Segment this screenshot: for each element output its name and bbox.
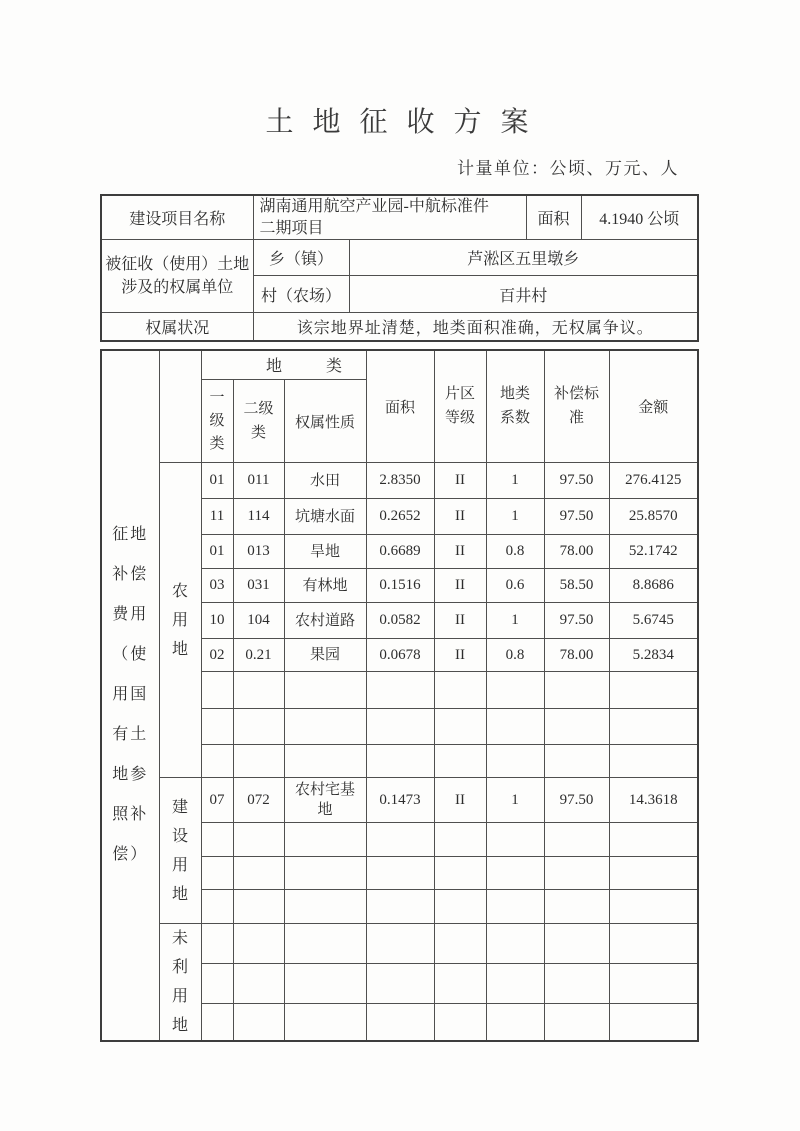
cell-area: 0.6689 [366,535,434,569]
cell-amount: 5.6745 [609,603,698,639]
area-value-cell: 4.1940 公顷 [581,195,698,240]
empty-cell [434,823,486,857]
empty-cell [434,745,486,778]
empty-cell [609,823,698,857]
empty-cell [284,890,366,924]
cell-coeff: 1 [486,499,544,535]
project-name-text: 湖南通用航空产业园-中航标准件二期项目 [259,198,489,237]
cell-coeff: 1 [486,778,544,823]
left-category-header: 征地补偿费用（使用国有土地参照补偿） [101,350,159,1042]
empty-cell [366,709,434,745]
cell-standard: 97.50 [544,463,609,499]
empty-cell [233,709,284,745]
empty-cell [544,890,609,924]
cell-area: 0.1473 [366,778,434,823]
cell-name: 坑塘水面 [284,499,366,535]
cell-zone: II [434,535,486,569]
project-label-cell: 建设项目名称 [101,195,253,240]
cell-l2: 072 [233,778,284,823]
cell-zone: II [434,499,486,535]
empty-cell [486,963,544,1004]
empty-cell [284,823,366,857]
cell-l1: 01 [201,463,233,499]
empty-cell [434,672,486,709]
cell-area: 0.2652 [366,499,434,535]
empty-cell [486,672,544,709]
empty-cell [486,745,544,778]
info-table [100,194,699,342]
empty-cell [609,672,698,709]
empty-cell [201,823,233,857]
empty-cell [201,1004,233,1041]
project-name-cell [253,195,526,240]
cell-standard: 58.50 [544,569,609,603]
empty-cell [366,890,434,924]
section-header-spacer [159,350,201,463]
comp-standard-header: 补偿标准 [544,350,609,463]
cell-name: 有林地 [284,569,366,603]
empty-cell [434,709,486,745]
page-title: 土 地 征 收 方 案 [265,107,535,138]
empty-cell [434,857,486,890]
empty-cell [233,745,284,778]
empty-cell [544,709,609,745]
empty-cell [233,963,284,1004]
cell-zone: II [434,603,486,639]
cell-l1: 07 [201,778,233,823]
cell-l2: 031 [233,569,284,603]
cell-zone: II [434,569,486,603]
empty-cell [201,672,233,709]
township-value-cell: 芦淞区五里墩乡 [349,240,698,276]
empty-cell [609,963,698,1004]
compensation-table [100,349,699,1043]
empty-cell [609,890,698,924]
empty-cell [366,672,434,709]
cell-area: 0.1516 [366,569,434,603]
empty-cell [284,745,366,778]
cell-name: 农村宅基地 [284,778,366,823]
cell-area: 2.8350 [366,463,434,499]
area-label-cell: 面积 [526,195,581,240]
cell-l2: 104 [233,603,284,639]
cell-zone: II [434,463,486,499]
cell-l1: 02 [201,639,233,672]
tenure-label-cell: 权属状况 [101,313,253,341]
level2-header: 二级类 [233,380,284,463]
empty-cell [434,924,486,964]
cell-amount: 8.8686 [609,569,698,603]
cell-zone: II [434,778,486,823]
empty-cell [544,857,609,890]
cell-standard: 97.50 [544,778,609,823]
empty-cell [544,745,609,778]
cell-name: 水田 [284,463,366,499]
empty-cell [434,963,486,1004]
cell-amount: 14.3618 [609,778,698,823]
empty-cell [233,1004,284,1041]
cell-amount: 276.4125 [609,463,698,499]
cell-l1: 11 [201,499,233,535]
ownership-header: 权属性质 [284,380,366,463]
empty-cell [609,1004,698,1041]
empty-cell [544,963,609,1004]
empty-cell [233,672,284,709]
cell-standard: 78.00 [544,535,609,569]
section-construction-label: 建设用地 [159,778,201,924]
empty-cell [233,924,284,964]
empty-cell [544,823,609,857]
cell-standard: 97.50 [544,603,609,639]
empty-cell [201,745,233,778]
cell-l2: 011 [233,463,284,499]
cell-coeff: 0.8 [486,639,544,672]
empty-cell [284,857,366,890]
cell-l1: 01 [201,535,233,569]
empty-cell [366,745,434,778]
empty-cell [284,924,366,964]
cell-coeff: 0.6 [486,569,544,603]
document-content [100,154,697,1042]
cell-area: 0.0678 [366,639,434,672]
empty-cell [201,963,233,1004]
empty-cell [486,709,544,745]
empty-cell [366,924,434,964]
empty-cell [284,963,366,1004]
empty-cell [233,890,284,924]
land-class-header: 地 类 [201,350,366,380]
cell-area: 0.0582 [366,603,434,639]
empty-cell [486,823,544,857]
tenure-value-cell: 该宗地界址清楚，地类面积准确，无权属争议。 [253,313,698,341]
cell-zone: II [434,639,486,672]
empty-cell [233,823,284,857]
cell-name: 旱地 [284,535,366,569]
section-unused-label: 未利用地 [159,924,201,1042]
empty-cell [486,857,544,890]
township-label-cell: 乡（镇） [253,240,349,276]
empty-cell [366,1004,434,1041]
amount-header: 金额 [609,350,698,463]
empty-cell [609,857,698,890]
empty-cell [284,709,366,745]
empty-cell [434,890,486,924]
empty-cell [366,823,434,857]
cell-standard: 97.50 [544,499,609,535]
empty-cell [366,857,434,890]
unit-note: 计量单位：公顷、万元、人 [457,159,679,178]
cell-l1: 10 [201,603,233,639]
cell-coeff: 1 [486,603,544,639]
cell-l1: 03 [201,569,233,603]
cell-l2: 0.21 [233,639,284,672]
cell-amount: 25.8570 [609,499,698,535]
cell-coeff: 0.8 [486,535,544,569]
cell-l2: 013 [233,535,284,569]
cell-amount: 52.1742 [609,535,698,569]
empty-cell [201,857,233,890]
cell-standard: 78.00 [544,639,609,672]
level1-header: 一级类 [201,380,233,463]
empty-cell [201,709,233,745]
class-coeff-header: 地类系数 [486,350,544,463]
section-agri-label: 农用地 [159,463,201,778]
empty-cell [434,1004,486,1041]
zone-grade-header: 片区等级 [434,350,486,463]
empty-cell [609,745,698,778]
empty-cell [201,890,233,924]
ownership-label-cell: 被征收（使用）土地涉及的权属单位 [101,240,253,313]
village-value-cell: 百井村 [349,276,698,313]
empty-cell [609,924,698,964]
cell-name: 果园 [284,639,366,672]
empty-cell [544,924,609,964]
empty-cell [609,709,698,745]
empty-cell [366,963,434,1004]
empty-cell [486,890,544,924]
area-header: 面积 [366,350,434,463]
empty-cell [486,924,544,964]
empty-cell [233,857,284,890]
cell-l2: 114 [233,499,284,535]
empty-cell [284,672,366,709]
cell-name: 农村道路 [284,603,366,639]
empty-cell [284,1004,366,1041]
cell-coeff: 1 [486,463,544,499]
village-label-cell: 村（农场） [253,276,349,313]
cell-amount: 5.2834 [609,639,698,672]
empty-cell [544,1004,609,1041]
empty-cell [544,672,609,709]
empty-cell [486,1004,544,1041]
empty-cell [201,924,233,964]
